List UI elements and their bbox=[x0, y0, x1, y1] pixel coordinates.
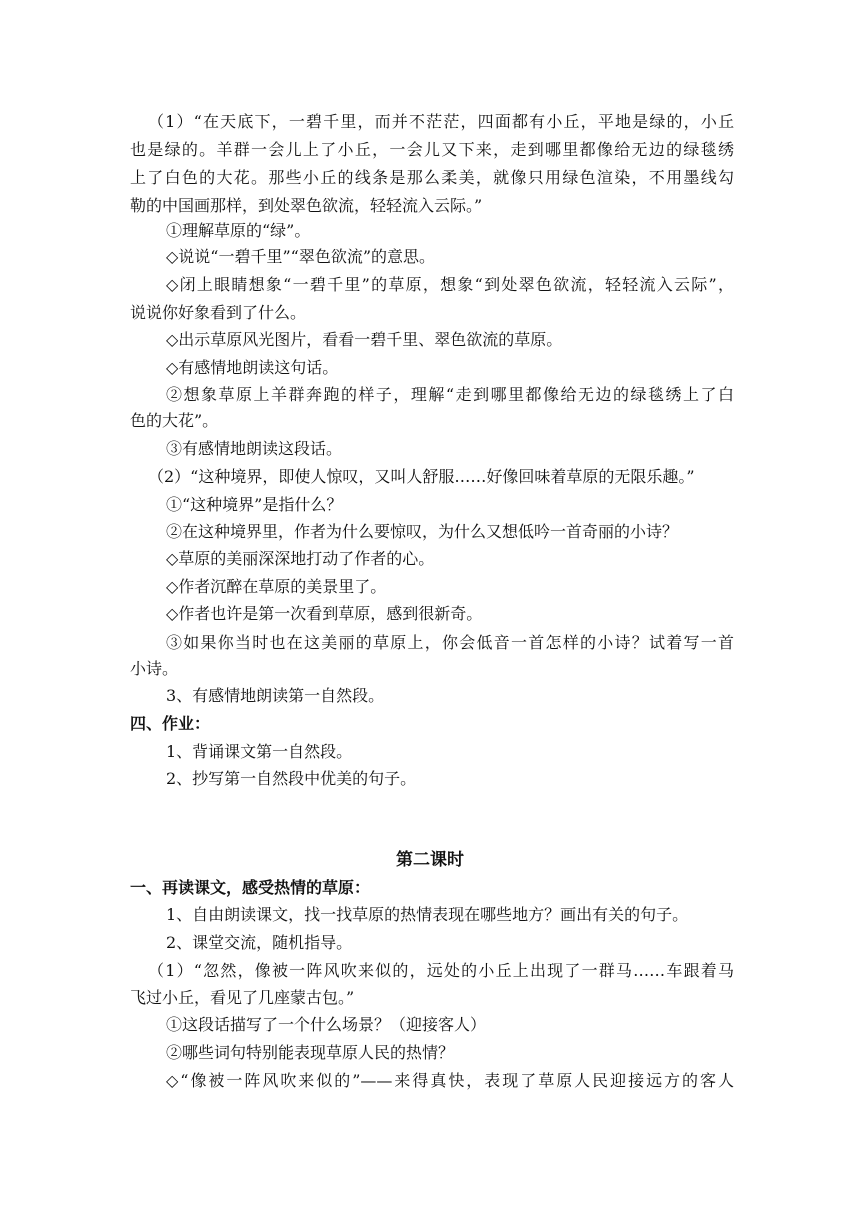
paragraph-line: ◇作者也许是第一次看到草原，感到很新奇。 bbox=[166, 604, 483, 623]
paragraph-line: ◇“像被一阵风吹来似的”——来得真快，表现了草原人民迎接远方的客人 bbox=[166, 1071, 734, 1090]
paragraph-line: ②在这种境界里，作者为什么要惊叹，为什么又想低吟一首奇丽的小诗？ bbox=[166, 522, 679, 541]
paragraph-line: （1）“忽然，像被一阵风吹来似的，远处的小丘上出现了一群马……车跟着马 bbox=[148, 961, 734, 980]
paragraph-line: （1）“在天底下，一碧千里，而并不茫茫，四面都有小丘，平地是绿的，小丘 bbox=[148, 112, 734, 131]
paragraph-line: 上了白色的大花。那些小丘的线条是那么柔美，就像只用绿色渲染，不用墨线勾 bbox=[130, 168, 734, 187]
paragraph-line: ③有感情地朗读这段话。 bbox=[166, 439, 343, 458]
paragraph-line: ①理解草原的“绿”。 bbox=[166, 221, 311, 240]
paragraph-line: ◇出示草原风光图片，看看一碧千里、翠色欲流的草原。 bbox=[166, 330, 563, 349]
paragraph-line: 2、抄写第一自然段中优美的句子。 bbox=[166, 769, 417, 788]
paragraph-line: 也是绿的。羊群一会儿上了小丘，一会儿又下来，走到哪里都像给无边的绿毯绣 bbox=[130, 140, 734, 159]
section-heading: 一、再读课文，感受热情的草原： bbox=[130, 878, 371, 897]
paragraph-line: 2、课堂交流，随机指导。 bbox=[166, 933, 353, 952]
paragraph-line: 1、自由朗读课文，找一找草原的热情表现在哪些地方？画出有关的句子。 bbox=[166, 905, 689, 924]
paragraph-line: ◇说说“一碧千里”“翠色欲流”的意思。 bbox=[166, 247, 436, 266]
lesson-title: 第二课时 bbox=[396, 850, 464, 870]
paragraph-line: ◇草原的美丽深深地打动了作者的心。 bbox=[166, 549, 435, 568]
paragraph-line: 色的大花”。 bbox=[130, 411, 219, 430]
paragraph-line: ①“这种境界”是指什么？ bbox=[166, 495, 343, 514]
paragraph-line: 1、背诵课文第一自然段。 bbox=[166, 742, 353, 761]
paragraph-line: ③如果你当时也在这美丽的草原上，你会低音一首怎样的小诗？试着写一首 bbox=[166, 633, 734, 652]
paragraph-line: 飞过小丘，看见了几座蒙古包。” bbox=[130, 988, 355, 1007]
paragraph-line: 小诗。 bbox=[130, 659, 179, 678]
paragraph-line: ◇闭上眼睛想象“一碧千里”的草原，想象“到处翠色欲流，轻轻流入云际”， bbox=[166, 275, 734, 294]
paragraph-line: ①这段话描写了一个什么场景？（迎接客人） bbox=[166, 1015, 487, 1034]
paragraph-line: ◇有感情地朗读这句话。 bbox=[166, 358, 339, 377]
paragraph-line: ②哪些词句特别能表现草原人民的热情？ bbox=[166, 1043, 455, 1062]
paragraph-line: ②想象草原上羊群奔跑的样子，理解“走到哪里都像给无边的绿毯绣上了白 bbox=[166, 385, 734, 404]
paragraph-line: 勒的中国画那样，到处翠色欲流，轻轻流入云际。” bbox=[130, 196, 483, 215]
paragraph-line: ◇作者沉醉在草原的美景里了。 bbox=[166, 577, 387, 596]
section-heading: 四、作业： bbox=[130, 714, 211, 733]
paragraph-line: 3、有感情地朗读第一自然段。 bbox=[166, 686, 385, 705]
paragraph-line: （2）“这种境界，即使人惊叹，又叫人舒服……好像回味着草原的无限乐趣。” bbox=[148, 467, 695, 486]
paragraph-line: 说说你好象看到了什么。 bbox=[130, 303, 307, 322]
